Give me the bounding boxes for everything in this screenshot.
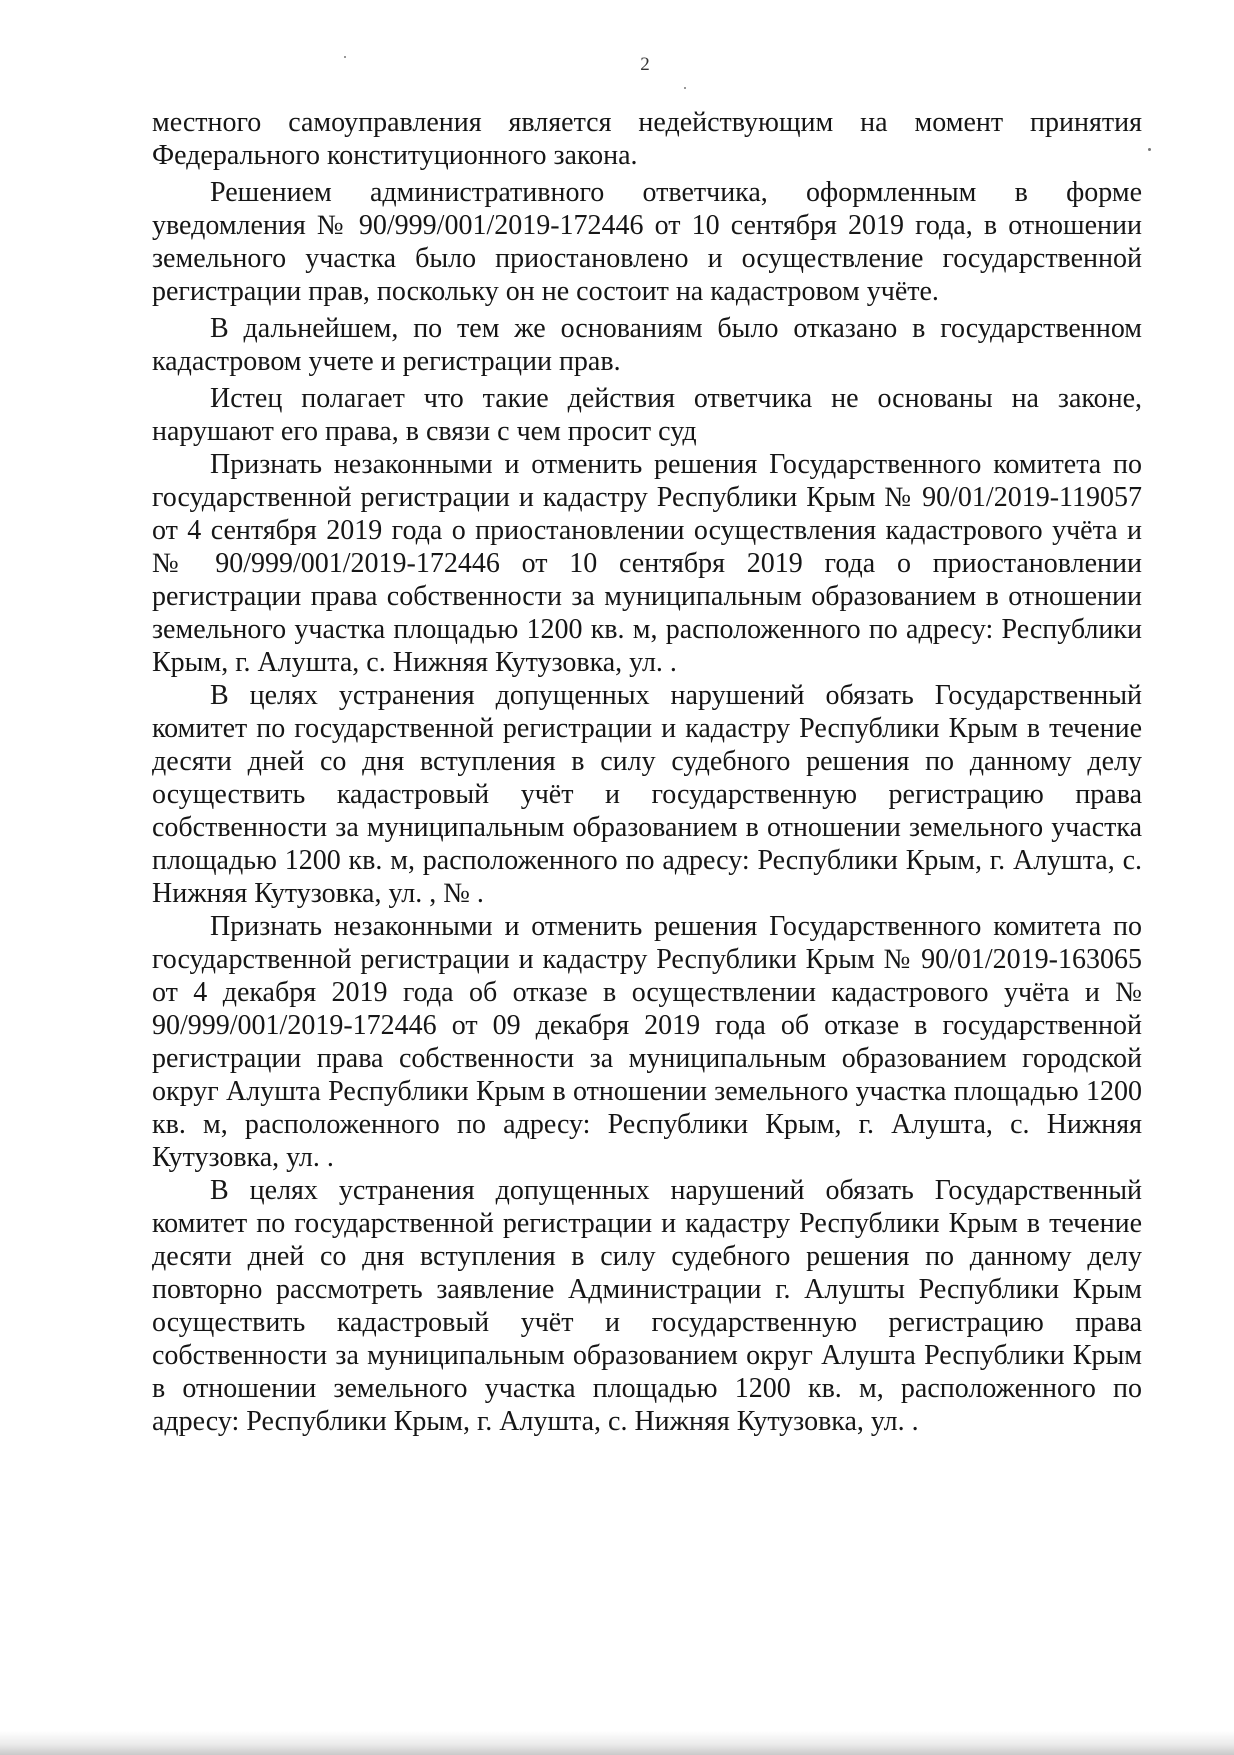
paragraph-refusal: В дальнейшем, по тем же основаниям было отказано в государственном кадастровом учете и регистрации прав.	[152, 313, 1142, 377]
scan-bottom-shadow	[0, 1731, 1234, 1755]
scan-speck	[344, 56, 346, 58]
paragraph-claim-3: Признать незаконными и отменить решения Государственного комитета по государственной регистрации и кадастру Республики Крым № 90/01/2019-163065 от 4 декабря 2019 года об отказе в осуществлении кадастрового учёта и № 90/999/001/2019-172446 от 09 декабря 2019 года об отказе в государственной регистрации права собственности за муниципальным образованием городской округ Алушта Республики Крым в отношении земельного участка площадью 1200 кв. м, расположенного по адресу: Республики Крым, г. Алушта, с. Нижняя Кутузовка, ул. .	[152, 911, 1142, 1173]
page-number: 2	[640, 54, 650, 75]
paragraph-suspension-notice: Решением административного ответчика, оформленным в форме уведомления № 90/999/001/2019-172446 от 10 сентября 2019 года, в отношении земельного участка было приостановлено и осуществление государственной регистрации прав, поскольку он не состоит на кадастровом учёте.	[152, 177, 1142, 307]
scan-speck	[684, 87, 686, 89]
paragraph-claim-4: В целях устранения допущенных нарушений обязать Государственный комитет по государственной регистрации и кадастру Республики Крым в течение десяти дней со дня вступления в силу судебного решения по данному делу повторно рассмотреть заявление Администрации г. Алушты Республики Крым осуществить кадастровый учёт и государственную регистрацию права собственности за муниципальным образованием округ Алушта Республики Крым в отношении земельного участка площадью 1200 кв. м, расположенного по адресу: Республики Крым, г. Алушта, с. Нижняя Кутузовка, ул. .	[152, 1175, 1142, 1437]
scan-speck	[1148, 148, 1151, 151]
document-body	[152, 106, 1142, 1438]
paragraph-claim-1: Признать незаконными и отменить решения Государственного комитета по государственной регистрации и кадастру Республики Крым № 90/01/2019-119057 от 4 сентября 2019 года о приостановлении осуществления кадастрового учёта и № 90/999/001/2019-172446 от 10 сентября 2019 года о приостановлении регистрации права собственности за муниципальным образованием в отношении земельного участка площадью 1200 кв. м, расположенного по адресу: Республики Крым, г. Алушта, с. Нижняя Кутузовка, ул. .	[152, 449, 1142, 678]
paragraph-continuation: местного самоуправления является недействующим на момент принятия Федерального конституционного закона.	[152, 107, 1142, 171]
paragraph-claim-2: В целях устранения допущенных нарушений обязать Государственный комитет по государственной регистрации и кадастру Республики Крым в течение десяти дней со дня вступления в силу судебного решения по данному делу осуществить кадастровый учёт и государственную регистрацию права собственности за муниципальным образованием в отношении земельного участка площадью 1200 кв. м, расположенного по адресу: Республики Крым, г. Алушта, с. Нижняя Кутузовка, ул. , № .	[152, 680, 1142, 909]
paragraph-plaintiff-position: Истец полагает что такие действия ответчика не основаны на законе, нарушают его права, в связи с чем просит суд	[152, 383, 1142, 447]
